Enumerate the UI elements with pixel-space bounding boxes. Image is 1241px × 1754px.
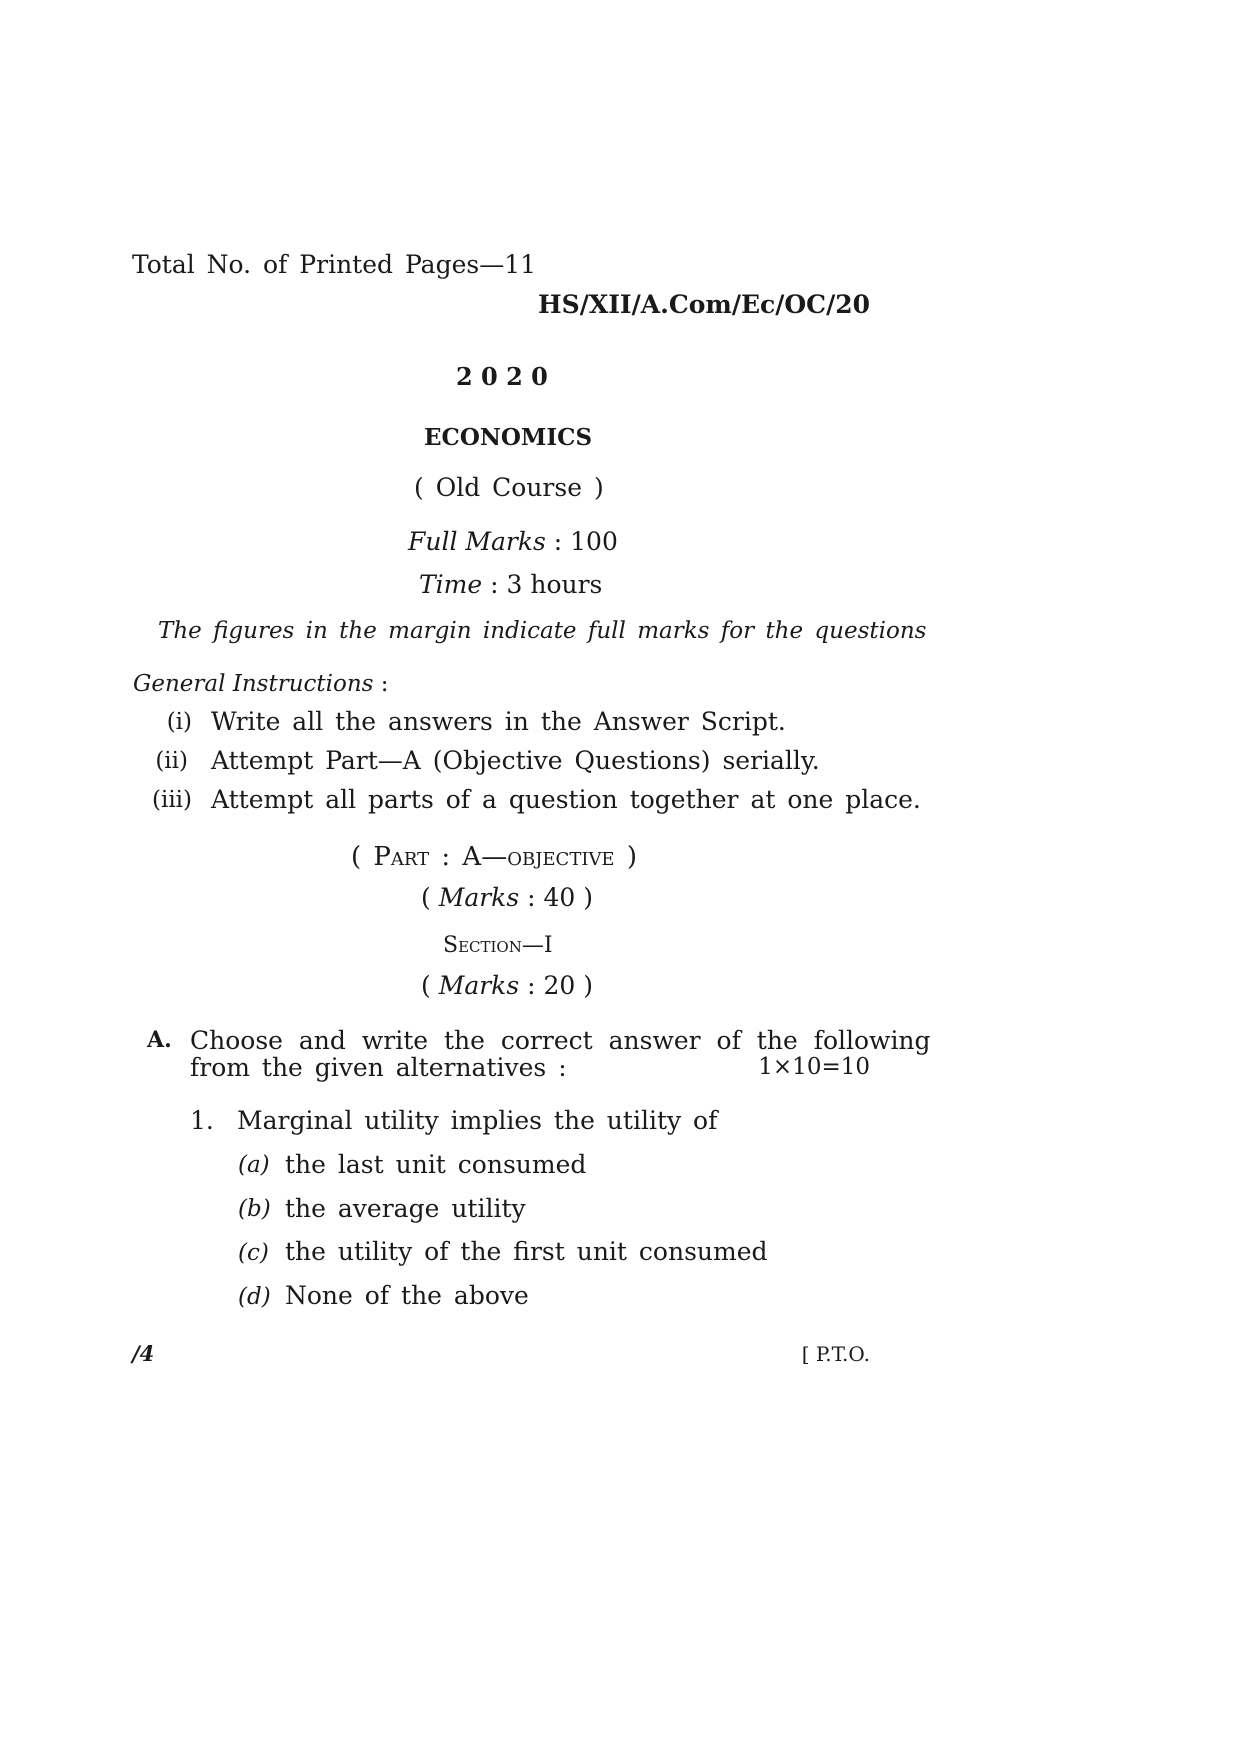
page-footer-pto: [ P.T.O. [801, 1342, 870, 1366]
instructions-heading-label: General Instructions [133, 671, 374, 697]
full-marks-value: : 100 [553, 527, 618, 556]
option-text: None of the above [285, 1281, 529, 1310]
option-text: the utility of the first unit consumed [285, 1237, 768, 1266]
course-type: ( Old Course ) [414, 473, 604, 502]
instruction-text: Attempt Part—A (Objective Questions) serially. [211, 746, 820, 775]
page-footer-left: /4 [132, 1341, 155, 1366]
question-a-line1: Choose and write the correct answer of the following [190, 1026, 931, 1055]
time-allowed [419, 570, 602, 599]
question-a-label: A. [147, 1027, 172, 1053]
part-marks-value: : 40 ) [527, 883, 593, 912]
section-title: Section—I [443, 933, 553, 958]
question-1-number: 1. [190, 1106, 214, 1135]
instruction-text: Write all the answers in the Answer Script. [211, 707, 786, 736]
part-marks [421, 883, 593, 912]
full-marks-label: Full Marks [408, 527, 546, 556]
instruction-number: (ii) [155, 748, 188, 774]
option-label: (b) [238, 1196, 271, 1222]
time-label: Time [419, 570, 483, 599]
option-label: (a) [238, 1152, 270, 1178]
option-text: the last unit consumed [285, 1150, 587, 1179]
part-title: ( Part : A—objective ) [351, 842, 637, 872]
instruction-text: Attempt all parts of a question together at one place. [211, 785, 921, 814]
option-label: (d) [238, 1284, 271, 1310]
instructions-heading [133, 671, 389, 697]
time-value: : 3 hours [490, 570, 603, 599]
instruction-number: (i) [166, 709, 192, 735]
margin-note: The figures in the margin indicate full marks for the questions [158, 618, 927, 644]
section-marks [421, 971, 593, 1000]
section-marks-open: ( [421, 971, 431, 1000]
option-text: the average utility [285, 1194, 526, 1223]
paper-code: HS/XII/A.Com/Ec/OC/20 [538, 290, 870, 319]
section-marks-value: : 20 ) [527, 971, 593, 1000]
question-a-marks: 1×10=10 [758, 1054, 870, 1080]
full-marks [408, 527, 618, 556]
question-1-text: Marginal utility implies the utility of [237, 1106, 718, 1135]
question-a-line2: from the given alternatives : [190, 1053, 567, 1082]
instruction-number: (iii) [151, 787, 192, 813]
part-marks-open: ( [421, 883, 431, 912]
exam-year: 2 0 2 0 [456, 362, 548, 391]
section-marks-label: Marks [438, 971, 520, 1000]
printed-pages-count: Total No. of Printed Pages—11 [132, 250, 537, 279]
part-marks-label: Marks [438, 883, 520, 912]
instructions-heading-colon: : [380, 671, 389, 697]
subject-title: ECONOMICS [424, 424, 593, 451]
option-label: (c) [238, 1240, 269, 1266]
